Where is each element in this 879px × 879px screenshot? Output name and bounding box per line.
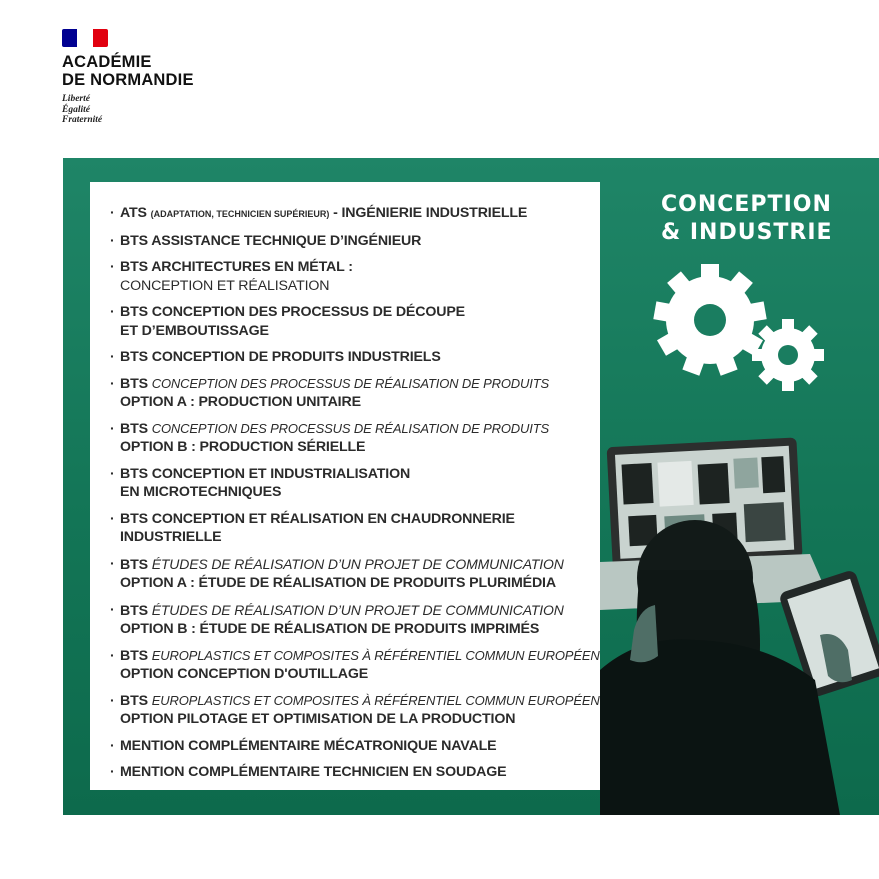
gears-icon [653,258,833,398]
course-item: · BTS CONCEPTION DES PROCESSUS DE RÉALISATION DE PRODUITS OPTION A : PRODUCTION UNITAIRE [110,375,590,412]
course-item: · BTS CONCEPTION ET RÉALISATION EN CHAUDRONNERIE INDUSTRIELLE [110,510,590,547]
course-item: · BTS CONCEPTION DES PROCESSUS DE DÉCOUPE ET D’EMBOUTISSAGE [110,303,590,340]
course-list [90,182,600,782]
course-item: · BTS CONCEPTION DE PRODUITS INDUSTRIELS [110,348,590,367]
header [62,29,194,126]
panel-title [661,191,861,247]
course-item: · MENTION COMPLÉMENTAIRE MÉCATRONIQUE NAVALE [110,737,590,756]
course-item: · BTS ÉTUDES DE RÉALISATION D’UN PROJET DE COMMUNICATION OPTION B : ÉTUDE DE RÉALISATION DE PRODUITS IMPRIMÉS [110,601,590,639]
course-item: · BTS ASSISTANCE TECHNIQUE D’INGÉNIEUR [110,232,590,251]
org-name-line1: ACADÉMIE [62,53,152,71]
motto-egalite: Égalité [62,104,90,115]
course-item: · MENTION COMPLÉMENTAIRE TECHNICIEN EN SOUDAGE [110,763,590,782]
org-name-line2: DE NORMANDIE [62,71,194,89]
course-item: · BTS EUROPLASTICS ET COMPOSITES À RÉFÉRENTIEL COMMUN EUROPÉEN OPTION CONCEPTION D'OUTILLAGE [110,647,590,684]
conception-industrie-panel [63,158,879,815]
course-item: · ATS (ADAPTATION, TECHNICIEN SUPÉRIEUR) - INGÉNIERIE INDUSTRIELLE [110,204,590,224]
course-item: · BTS CONCEPTION ET INDUSTRIALISATION EN MICROTECHNIQUES [110,465,590,502]
course-item: · BTS ARCHITECTURES EN MÉTAL : CONCEPTION ET RÉALISATION [110,258,590,295]
course-item: · BTS CONCEPTION DES PROCESSUS DE RÉALISATION DE PRODUITS OPTION B : PRODUCTION SÉRIELLE [110,420,590,457]
course-list-card [90,182,600,790]
french-flag-logo [62,29,108,47]
motto-liberte: Liberté [62,94,90,104]
title-line2: & INDUSTRIE [661,220,833,245]
organization-name [62,53,194,89]
course-item: · BTS EUROPLASTICS ET COMPOSITES À RÉFÉRENTIEL COMMUN EUROPÉEN OPTION PILOTAGE ET OPTIMISATION DE LA PRODUCTION [110,692,590,729]
motto-fraternite: Fraternité [62,115,103,125]
title-line1: CONCEPTION [661,192,832,217]
course-item: · BTS ÉTUDES DE RÉALISATION D’UN PROJET DE COMMUNICATION OPTION A : ÉTUDE DE RÉALISATION DE PRODUITS PLURIMÉDIA [110,555,590,593]
laptop-photo [600,430,879,815]
republic-motto [62,94,194,126]
